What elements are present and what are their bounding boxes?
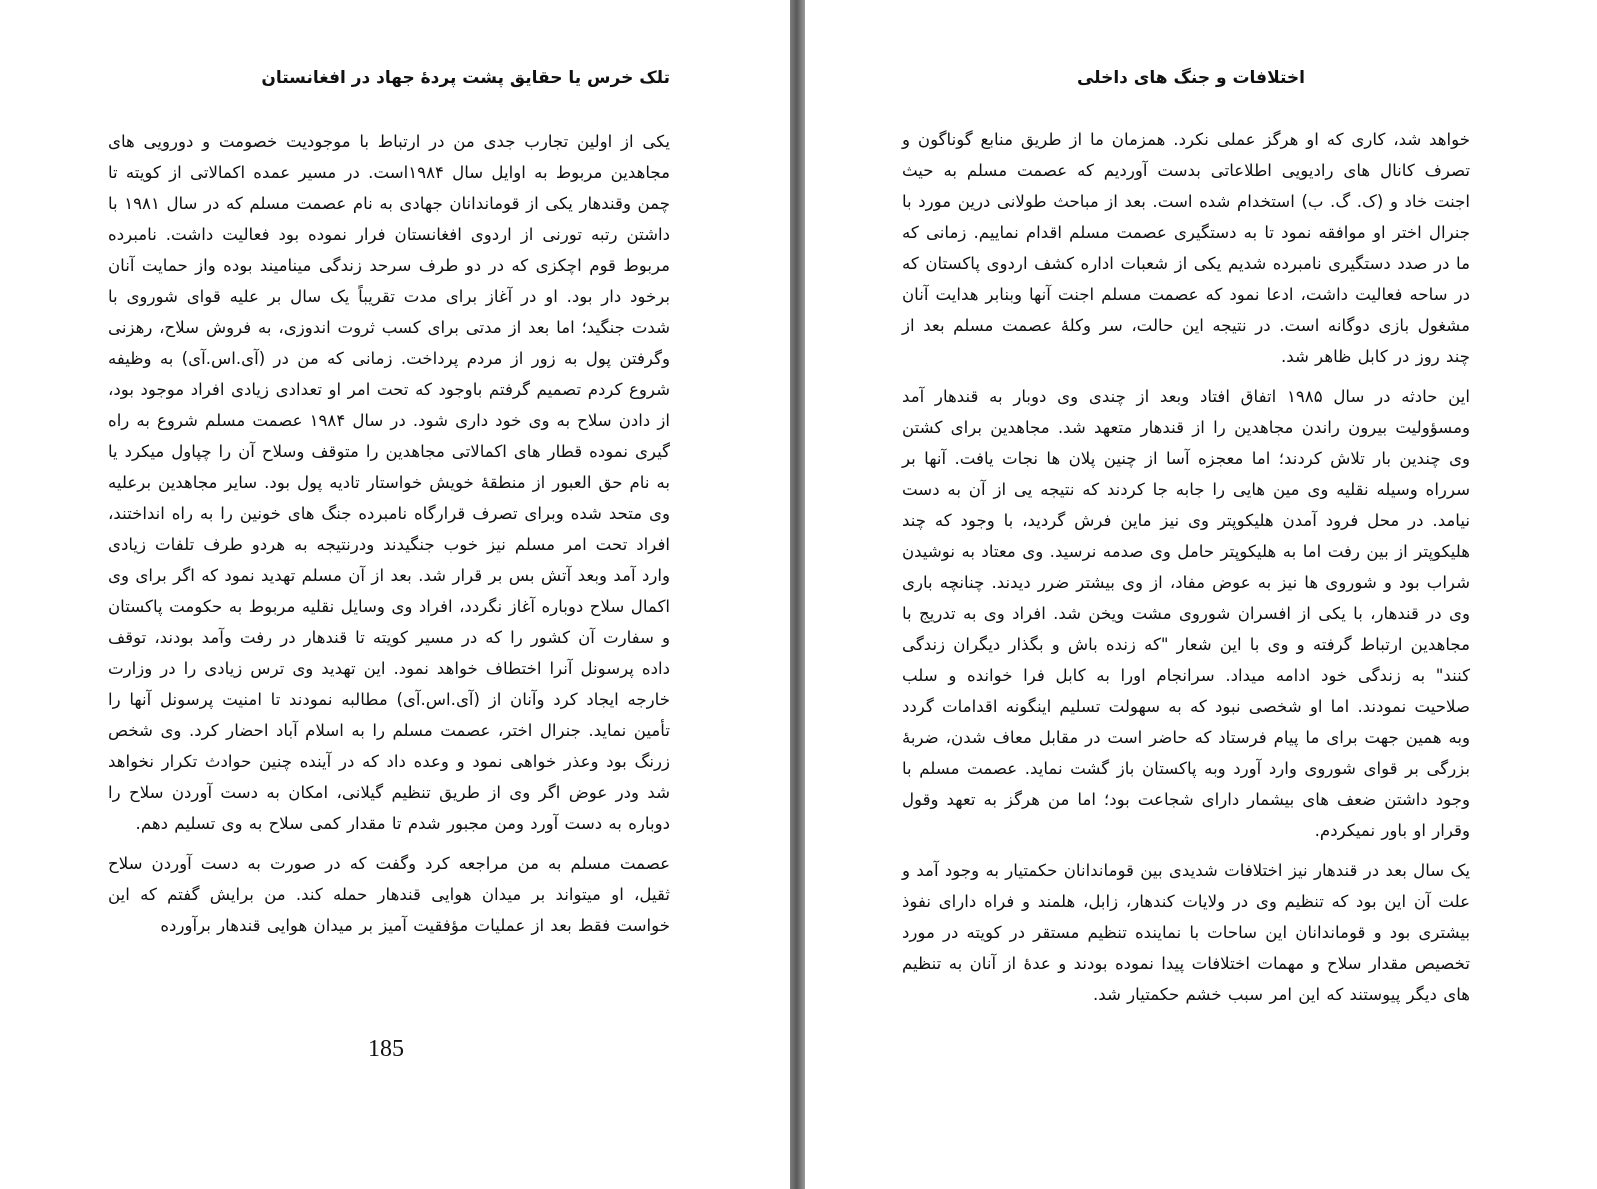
- right-page-body: [902, 124, 1470, 1019]
- running-head-chapter-title: اختلافات و جنگ های داخلی: [1076, 68, 1305, 88]
- paragraph: یکی از اولین تجارب جدی من در ارتباط با موجودیت خصومت و دورویی های مجاهدین مربوط به اوایل سال ۱۹۸۴است. در مسیر عمده اکمالاتی از کویته تا چمن وقندهار یکی از قوماندانان جهادی به نام عصمت مسلم که در سال ۱۹۸۱ با داشتن رتبه تورنی از اردوی افغانستان فرار نموده بود فعالیت داشت. نامبرده مربوط قوم اچکزی که در دو طرف سرحد زندگی مینامیند بوده واز حمایت آنان برخود دار بود. او در آغاز برای مدت تقریباً یک سال بر علیه قوای شوروی با شدت جنگید؛ اما بعد از مدتی برای کسب ثروت اندوزی، به فروش سلاح، رهزنی وگرفتن پول به زور از مردم پرداخت. زمانی که من در (آی.اس.آی) به وظیفه شروع کردم تصمیم گرفتم باوجود که تحت امر او تعدادی زیادی افراد موجود بود، از دادن سلاح به وی خود داری شود. در سال ۱۹۸۴ عصمت مسلم شروع به راه گیری نموده قطار های اکمالاتی مجاهدین را متوقف وسلاح آن را چپاول میکرد یا به نام حق العبور از منطقهٔ خویش خواستار تادیه پول بود. سایر مجاهدین برعلیه وی متحد شده وبرای تصرف قرارگاه نامبرده جنگ های خونین را به راه انداختند، افراد تحت امر مسلم نیز خوب جنگیدند ودرنتیجه به هردو طرف تلفات زیادی وارد آمد وبعد آتش بس بر قرار شد. بعد از آن مسلم تهدید نمود که اگر برای وی اکمال سلاح دوباره آغاز نگردد، افراد وی وسایل نقلیه مربوط به حکومت پاکستان و سفارت آن کشور را که در مسیر کویته تا قندهار در رفت وآمد بودند، توقف داده پرسونل آنرا اختطاف خواهد نمود. این تهدید وی ترس زیادی را در وزارت خارجه ایجاد کرد وآنان از (آی.اس.آی) مطالبه نمودند تا امنیت پرسونل آنها را تأمین نماید. جنرال اختر، عصمت مسلم را به اسلام آباد احضار کرد. وی شخص زرنگ بود وعذر خواهی نمود و وعده داد که در آینده چنین حوادث تکرار نخواهد شد ودر عوض اگر وی از طریق تنظیم گیلانی، امکان به دست آوردن سلاح را دوباره به دست آورد ومن مجبور شدم تا مقدار کمی سلاح به وی تسلیم دهم.: [108, 132, 670, 833]
- paragraph: یک سال بعد در قندهار نیز اختلافات شدیدی بین قوماندانان حکمتیار به وجود آمد و علت آن این بود که تنظیم وی در ولایات کندهار، زابل، هلمند و فراه دارای نفوذ بیشتری بود و قوماندانان این ساحات با نماینده تنظیم مستقر در کویته در مورد تخصیص مقدار سلاح و مهمات اختلافات پیدا نموده بودند و عدهٔ از آنان به تنظیم های دیگر پیوستند که این امر سبب خشم حکمتیار شد.: [902, 861, 1470, 1004]
- right-page: [805, 0, 1597, 1189]
- book-spine-gutter: [790, 0, 805, 1189]
- paragraph: این حادثه در سال ۱۹۸۵ اتفاق افتاد وبعد از چندی وی دوبار به قندهار آمد ومسؤولیت بیرون راندن مجاهدین را از قندهار متعهد شد. مجاهدین برای کشتن وی چندین بار تلاش کردند؛ اما معجزه آسا از چنین پلان ها نجات یافت. آنها بر سرراه وسیله نقلیه وی مین هایی را جابه جا کردند که نتیجه یی از آن به دست نیامد. در محل فرود آمدن هلیکوپتر وی نیز ماین فرش گردید، با وجود که چند هلیکوپتر از بین رفت اما به هلیکوپتر حامل وی صدمه نرسید. وی معتاد به نوشیدن شراب بود و شوروی ها نیز به عوض مفاد، از وی بیشتر ضرر دیدند. چنانچه باری وی در قندهار، با یکی از افسران شوروی مشت ویخن شد. افراد وی به تدریج با مجاهدین ارتباط گرفته و وی با این شعار "که زنده باش و بگذار دیگران زندگی کنند" به زندگی خود ادامه میداد. سرانجام اورا به کابل فرا خوانده و سلب صلاحیت نمودند. اما او شخصی نبود که به سهولت تسلیم اینگونه اقدامات گردد وبه همین جهت برای ما پیام فرستاد که حاضر است در مقابل معاف شدن، ضربهٔ بزرگی بر قوای شوروی وارد آورد وبه پاکستان باز گشت نماید. عصمت مسلم با وجود داشتن ضعف های بیشمار دارای شجاعت بود؛ اما من هرگز به تعهد وقول وقرار او باور نمیکردم.: [902, 387, 1470, 840]
- page-number: 185: [368, 1036, 404, 1062]
- paragraph: عصمت مسلم به من مراجعه کرد وگفت که در صورت به دست آوردن سلاح ثقیل، او میتواند بر میدان هوایی قندهار حمله کند. من برایش گفتم که این خواست فقط بعد از عملیات مؤفقیت آمیز بر میدان هوایی قندهار برآورده: [108, 854, 670, 935]
- paragraph: خواهد شد، کاری که او هرگز عملی نکرد. همزمان ما از طریق منابع گوناگون و تصرف کانال های رادیویی اطلاعاتی بدست آوردیم که عصمت مسلم به حیث اجنت خاد و (ک. گ. ب) استخدام شده است. بعد از مباحث طولانی درین مورد با جنرال اختر او موافقه نمود تا به دستگیری عصمت مسلم اقدام نماییم. زمانی که ما در صدد دستگیری نامبرده شدیم یکی از شعبات اداره کشف اردوی پاکستان که در ساحه فعالیت داشت، ادعا نمود که عصمت مسلم اجنت آنها وبنابر هدایت آنان مشغول بازی دوگانه است. در نتیجه این حالت، سر وکلهٔ عصمت مسلم بعد از چند روز در کابل ظاهر شد.: [902, 130, 1470, 366]
- left-page: [0, 0, 790, 1189]
- running-head-book-title: تلک خرس یا حقایق پشت پردهٔ جهاد در افغانستان: [261, 68, 670, 88]
- left-page-body: [108, 126, 670, 950]
